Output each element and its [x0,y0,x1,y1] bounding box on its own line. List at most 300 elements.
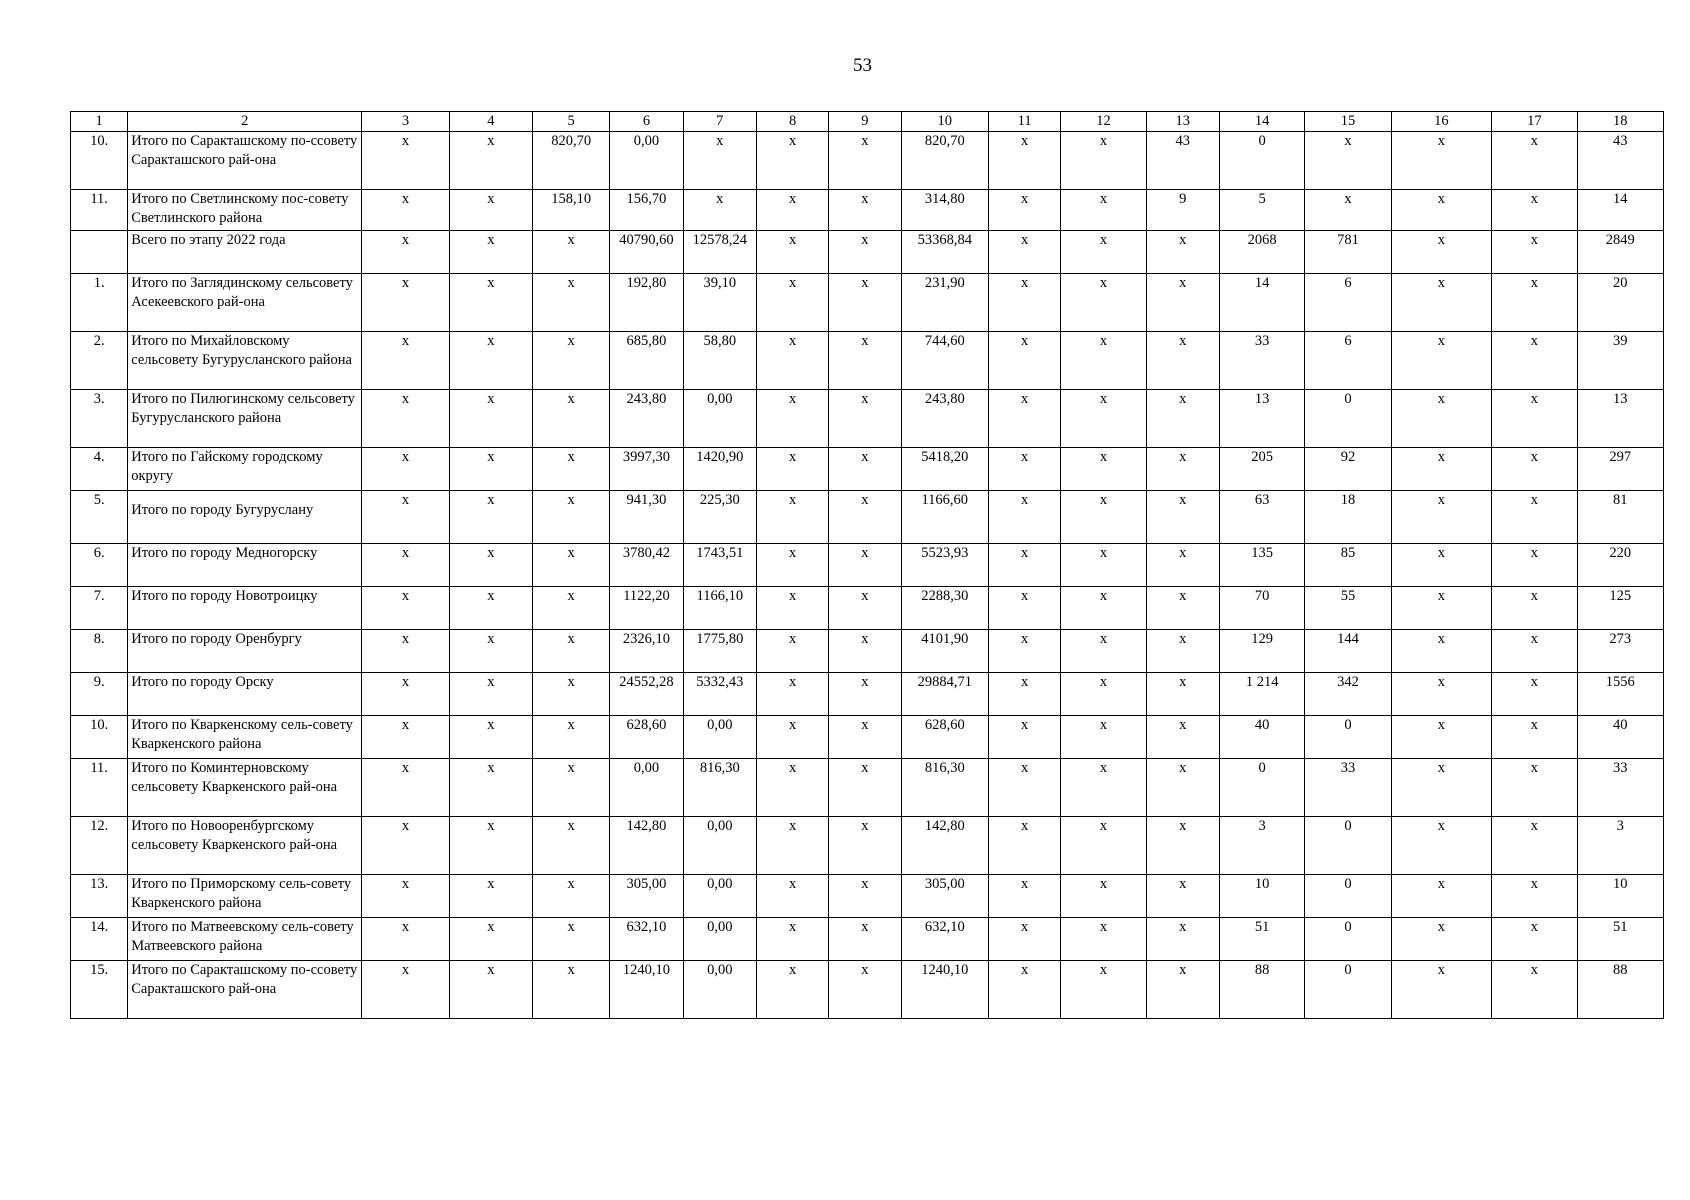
table-cell: 156,70 [610,190,683,231]
table-cell: x [1391,875,1491,918]
table-cell: x [1391,491,1491,544]
table-cell: x [829,716,901,759]
table-cell: x [1305,132,1391,190]
table-cell: x [1146,817,1219,875]
table-cell: x [756,491,828,544]
table-cell: x [1061,190,1146,231]
table-cell: x [449,332,532,390]
table-cell: 314,80 [901,190,988,231]
column-header: 11 [988,112,1060,132]
row-name: Итого по Приморскому сель-совету Кваркенского района [128,875,362,918]
table-cell: x [533,875,610,918]
table-cell: x [1492,132,1577,190]
table-cell: 243,80 [901,390,988,448]
table-cell: 20 [1577,274,1663,332]
table-row [71,587,1664,630]
table-cell: x [1061,491,1146,544]
table-cell: x [533,231,610,274]
table-cell: x [683,132,756,190]
table-cell: x [1146,759,1219,817]
table-cell: 39 [1577,332,1663,390]
table-cell: x [756,544,828,587]
row-name: Итого по Михайловскому сельсовету Бугурусланского района [128,332,362,390]
table-cell: x [449,875,532,918]
table-cell: x [829,875,901,918]
table-cell: x [756,190,828,231]
table-cell: 0 [1219,759,1304,817]
table-cell: x [829,332,901,390]
table-cell: 5332,43 [683,673,756,716]
table-cell: 24552,28 [610,673,683,716]
table-cell: 816,30 [683,759,756,817]
table-cell: x [1061,274,1146,332]
table-cell: x [449,190,532,231]
row-name: Итого по городу Новотроицку [128,587,362,630]
table-cell: x [1391,759,1491,817]
table-cell: x [449,390,532,448]
table-cell: x [988,332,1060,390]
column-header: 1 [71,112,128,132]
table-cell: x [756,961,828,1019]
table-cell: 13 [1577,390,1663,448]
table-cell: x [1391,544,1491,587]
table-cell: x [829,918,901,961]
table-cell: 231,90 [901,274,988,332]
table-row [71,332,1664,390]
table-cell: 13 [1219,390,1304,448]
table-cell: x [1146,716,1219,759]
table-cell: x [533,448,610,491]
table-cell: x [756,759,828,817]
table-cell: 3 [1577,817,1663,875]
table-cell: 3997,30 [610,448,683,491]
table-row [71,918,1664,961]
table-cell: 1556 [1577,673,1663,716]
row-name: Итого по Коминтерновскому сельсовету Кваркенского рай-она [128,759,362,817]
table-cell: 1 214 [1219,673,1304,716]
table-cell: x [756,875,828,918]
table-cell: x [1391,390,1491,448]
table-cell: 305,00 [901,875,988,918]
table-cell: x [1146,274,1219,332]
table-cell: x [362,332,449,390]
table-cell: x [533,961,610,1019]
table-cell: x [988,491,1060,544]
table-row [71,448,1664,491]
table-cell: 125 [1577,587,1663,630]
column-header: 14 [1219,112,1304,132]
table-cell: x [1061,875,1146,918]
table-cell: x [449,491,532,544]
table-cell: 142,80 [901,817,988,875]
table-cell: x [1146,587,1219,630]
table-cell: x [533,817,610,875]
table-cell: x [362,673,449,716]
table-row [71,274,1664,332]
table-cell: 685,80 [610,332,683,390]
column-header: 6 [610,112,683,132]
table-cell: 29884,71 [901,673,988,716]
row-name: Итого по Светлинскому пос-совету Светлинского района [128,190,362,231]
column-header: 18 [1577,112,1663,132]
table-cell: x [756,918,828,961]
column-header: 17 [1492,112,1577,132]
table-cell: x [829,448,901,491]
table-cell: x [362,759,449,817]
row-number: 15. [71,961,128,1019]
table-cell: 2068 [1219,231,1304,274]
table-cell: 51 [1219,918,1304,961]
table-cell: x [1492,759,1577,817]
row-name: Итого по городу Бугуруслану [128,491,362,544]
table-cell: 632,10 [901,918,988,961]
table-cell: x [1061,448,1146,491]
column-header: 9 [829,112,901,132]
table-cell: 1420,90 [683,448,756,491]
table-cell: x [988,274,1060,332]
column-header: 3 [362,112,449,132]
row-number: 5. [71,491,128,544]
table-cell: 63 [1219,491,1304,544]
table-cell: x [1391,918,1491,961]
table-cell: x [756,673,828,716]
column-header: 15 [1305,112,1391,132]
column-header: 7 [683,112,756,132]
table-row [71,759,1664,817]
table-cell: x [1146,448,1219,491]
row-name: Итого по Саракташскому по-ссовету Саракташского рай-она [128,132,362,190]
table-cell: 51 [1577,918,1663,961]
table-cell: x [1492,817,1577,875]
table-cell: 0,00 [610,759,683,817]
table-cell: x [533,332,610,390]
table-cell: 0,00 [610,132,683,190]
table-cell: 0,00 [683,875,756,918]
table-cell: x [756,587,828,630]
table-cell: x [988,817,1060,875]
table-cell: 0,00 [683,918,756,961]
table-cell: x [988,918,1060,961]
table-cell: x [756,817,828,875]
table-cell: x [1391,630,1491,673]
table-cell: x [829,544,901,587]
row-name: Всего по этапу 2022 года [128,231,362,274]
table-cell: x [1146,332,1219,390]
table-cell: 781 [1305,231,1391,274]
table-cell: x [829,817,901,875]
table-cell: x [756,448,828,491]
table-body [71,132,1664,1019]
row-name: Итого по Заглядинскому сельсовету Асекеевского рай-она [128,274,362,332]
table-cell: x [362,448,449,491]
table-cell: x [362,491,449,544]
table-cell: x [1391,961,1491,1019]
table-cell: 820,70 [533,132,610,190]
table-cell: 0 [1305,875,1391,918]
row-number: 11. [71,759,128,817]
table-cell: x [1061,390,1146,448]
table-cell: 1743,51 [683,544,756,587]
row-number: 14. [71,918,128,961]
table-cell: 43 [1577,132,1663,190]
table-cell: 6 [1305,332,1391,390]
row-number: 9. [71,673,128,716]
table-row [71,231,1664,274]
table-cell: 342 [1305,673,1391,716]
table-cell: x [362,918,449,961]
table-cell: 9 [1146,190,1219,231]
table-row [71,132,1664,190]
table-cell: 144 [1305,630,1391,673]
table-cell: x [829,587,901,630]
table-cell: 941,30 [610,491,683,544]
column-header: 2 [128,112,362,132]
table-cell: x [533,491,610,544]
table-row [71,673,1664,716]
table-cell: x [988,544,1060,587]
table-cell: x [988,587,1060,630]
table-cell: 142,80 [610,817,683,875]
table-cell: x [362,274,449,332]
row-number: 3. [71,390,128,448]
table-row [71,630,1664,673]
table-cell: x [756,332,828,390]
table-cell: x [1146,918,1219,961]
table-cell: x [449,544,532,587]
table-cell: x [1492,231,1577,274]
table-row [71,390,1664,448]
table-cell: x [1492,274,1577,332]
table-cell: x [756,390,828,448]
table-cell: 220 [1577,544,1663,587]
table-cell: 33 [1219,332,1304,390]
table-cell: 5418,20 [901,448,988,491]
table-cell: x [533,274,610,332]
table-cell: 2326,10 [610,630,683,673]
table-cell: x [1391,274,1491,332]
row-number: 4. [71,448,128,491]
table-cell: x [533,673,610,716]
table-cell: x [1492,190,1577,231]
page-number: 53 [853,55,872,76]
table-cell: x [449,716,532,759]
row-name: Итого по Гайскому городскому округу [128,448,362,491]
table-cell: x [1391,587,1491,630]
table-cell: 632,10 [610,918,683,961]
row-number: 6. [71,544,128,587]
table-cell: x [1492,332,1577,390]
table-cell: x [362,961,449,1019]
table-cell: 88 [1219,961,1304,1019]
table-cell: 0,00 [683,817,756,875]
table-cell: x [988,132,1060,190]
column-header: 13 [1146,112,1219,132]
table-cell: 1240,10 [901,961,988,1019]
row-number: 12. [71,817,128,875]
table-cell: 1122,20 [610,587,683,630]
table-cell: 135 [1219,544,1304,587]
table-cell: x [1061,231,1146,274]
table-cell: x [533,544,610,587]
table-cell: x [1061,961,1146,1019]
table-cell: 40 [1577,716,1663,759]
table-cell: x [449,918,532,961]
table-cell: x [756,231,828,274]
table-cell: x [362,716,449,759]
table-cell: 39,10 [683,274,756,332]
table-cell: x [1492,630,1577,673]
table-cell: 92 [1305,448,1391,491]
summary-table [70,111,1664,1019]
row-number: 10. [71,132,128,190]
table-row [71,544,1664,587]
table-cell: x [1391,817,1491,875]
table-cell: x [1391,332,1491,390]
table-cell: x [1061,332,1146,390]
table-cell: x [988,875,1060,918]
table-cell: x [533,759,610,817]
table-cell: x [1391,673,1491,716]
row-number: 2. [71,332,128,390]
table-cell: x [988,961,1060,1019]
row-name: Итого по городу Медногорску [128,544,362,587]
table-cell: x [1061,716,1146,759]
row-name: Итого по Новооренбургскому сельсовету Кваркенского рай-она [128,817,362,875]
table-cell: x [1391,132,1491,190]
table-cell: x [533,587,610,630]
table-cell: 297 [1577,448,1663,491]
table-cell: x [1391,448,1491,491]
table-cell: x [533,390,610,448]
table-cell: x [533,716,610,759]
table-cell: x [1391,716,1491,759]
table-cell: 55 [1305,587,1391,630]
column-header: 10 [901,112,988,132]
table-cell: 10 [1219,875,1304,918]
table-cell: x [362,817,449,875]
table-cell: x [362,630,449,673]
table-cell: 10 [1577,875,1663,918]
table-cell: x [756,630,828,673]
table-cell: 14 [1577,190,1663,231]
table-cell: 1240,10 [610,961,683,1019]
table-cell: x [829,491,901,544]
table-cell: x [988,630,1060,673]
table-cell: x [449,274,532,332]
table-cell: 305,00 [610,875,683,918]
table-cell: x [533,630,610,673]
table-cell: x [449,961,532,1019]
table-cell: 0 [1305,961,1391,1019]
table-cell: 192,80 [610,274,683,332]
table-cell: 243,80 [610,390,683,448]
table-cell: x [362,544,449,587]
table-cell: x [988,673,1060,716]
table-cell: x [829,961,901,1019]
table-cell: 53368,84 [901,231,988,274]
table-row [71,190,1664,231]
table-cell: 0 [1305,716,1391,759]
table-cell: x [1492,544,1577,587]
table-cell: x [449,132,532,190]
row-name: Итого по городу Оренбургу [128,630,362,673]
table-cell: x [1492,918,1577,961]
table-cell: x [1492,673,1577,716]
table-cell: 1166,60 [901,491,988,544]
table-cell: x [1146,961,1219,1019]
table-cell: x [1061,630,1146,673]
table-cell: x [988,759,1060,817]
table-cell: x [1492,716,1577,759]
column-header: 5 [533,112,610,132]
table-cell: 40790,60 [610,231,683,274]
table-cell: x [829,630,901,673]
table-cell: x [756,132,828,190]
row-number: 13. [71,875,128,918]
row-name: Итого по Кваркенскому сель-совету Кваркенского района [128,716,362,759]
table-cell: x [1492,875,1577,918]
table-cell: 33 [1305,759,1391,817]
row-name: Итого по Пилюгинскому сельсовету Бугурусланского района [128,390,362,448]
column-header: 16 [1391,112,1491,132]
table-cell: x [988,716,1060,759]
table-cell: x [1061,918,1146,961]
table-cell: 40 [1219,716,1304,759]
table-cell: x [1061,132,1146,190]
table-cell: x [449,673,532,716]
table-cell: 58,80 [683,332,756,390]
row-number [71,231,128,274]
table-cell: 1775,80 [683,630,756,673]
table-cell: 33 [1577,759,1663,817]
table-cell: 2288,30 [901,587,988,630]
table-cell: x [829,390,901,448]
table-cell: 816,30 [901,759,988,817]
table-cell: x [1146,544,1219,587]
table-cell: x [362,190,449,231]
table-cell: x [533,918,610,961]
table-cell: x [1061,587,1146,630]
row-number: 8. [71,630,128,673]
table-cell: x [1492,961,1577,1019]
table-cell: 0 [1305,390,1391,448]
table-row [71,817,1664,875]
table-cell: x [1146,491,1219,544]
table-cell: 820,70 [901,132,988,190]
table-cell: 0,00 [683,390,756,448]
table-cell: x [1061,544,1146,587]
table-cell: 3 [1219,817,1304,875]
table-cell: x [1146,630,1219,673]
table-cell: x [988,190,1060,231]
table-cell: x [362,231,449,274]
table-cell: 6 [1305,274,1391,332]
row-name: Итого по городу Орску [128,673,362,716]
table-cell: 81 [1577,491,1663,544]
table-cell: x [1391,190,1491,231]
table-cell: 5523,93 [901,544,988,587]
table-row [71,716,1664,759]
table-cell: 3780,42 [610,544,683,587]
table-row [71,875,1664,918]
table-cell: x [1492,587,1577,630]
table-cell: 14 [1219,274,1304,332]
table-cell: x [1146,231,1219,274]
table-cell: x [1146,875,1219,918]
table-cell: 0 [1305,918,1391,961]
table-cell: x [1061,759,1146,817]
table-cell: x [362,587,449,630]
